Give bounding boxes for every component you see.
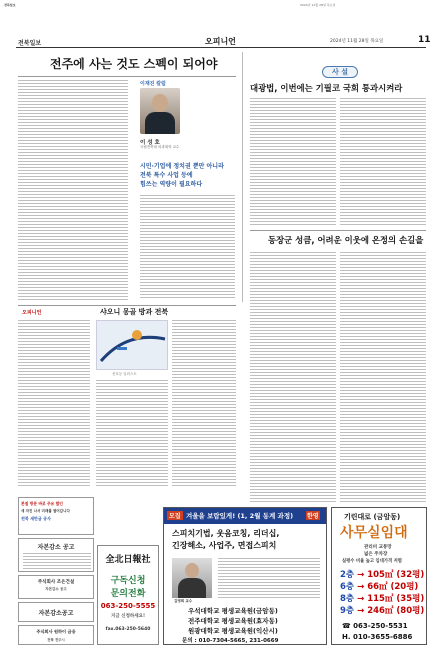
editorial-text-2b xyxy=(340,252,426,502)
school-sub1: 우석대학교 평생교육원(금암동) xyxy=(188,607,278,615)
ad-left-1-line: 본점 방문 바로 주유 할인 xyxy=(21,501,63,506)
office-phone2: H. 010-3655-6886 xyxy=(342,633,413,641)
school-phone: 문의 : 010-7304-5665, 231-0669 xyxy=(182,638,279,644)
office-row xyxy=(340,604,424,616)
subscribe-note: 지금 신청하세요! xyxy=(110,614,146,619)
ad-left-3-body: 자본감소 공고 xyxy=(45,587,67,591)
pullquote-line: 시민·기업에 정치권 뿐만 아니라 xyxy=(140,163,224,170)
subscribe-line1: 구독신청 xyxy=(110,576,146,586)
subscribe-logo: 全北日報社 xyxy=(105,555,151,565)
section-label: 전북일보 xyxy=(18,40,42,47)
ad-left-2 xyxy=(18,538,94,572)
ad-left-2-title: 자본감소 공고 xyxy=(37,544,75,551)
ad-left-4 xyxy=(18,602,94,622)
office-floor: 8층 xyxy=(340,594,355,604)
office-area: → 246㎡ (80평) xyxy=(357,606,425,616)
office-row xyxy=(340,580,418,592)
school-badge2: 한영 xyxy=(307,513,319,520)
school-course2: 긴장해소, 사업주, 면접스피치 xyxy=(172,541,277,550)
office-floor: 6층 xyxy=(340,582,355,592)
ad-left-3 xyxy=(18,575,94,599)
ad-left-1-line: 전북 새만금 공사 xyxy=(21,516,51,521)
office-row xyxy=(340,568,424,580)
office-top: 기린대로 (금암동) xyxy=(344,513,401,521)
office-feature: 실평수 비율 높고 임대가격 저렴 xyxy=(342,559,402,564)
author-name: 이 성 호 xyxy=(140,140,160,146)
column2-text-right xyxy=(172,320,236,488)
office-phone1: ☎ 063-250-5531 xyxy=(342,622,408,630)
page-date: 2024년 11월 28일 목요일 xyxy=(330,39,384,44)
office-area: → 115㎡ (35평) xyxy=(357,594,425,604)
ad-subscribe xyxy=(97,545,159,645)
subscribe-line2: 문의전화 xyxy=(110,589,146,599)
ad-office xyxy=(331,507,427,645)
section-title: 오피니언 xyxy=(205,37,236,46)
column-text-right xyxy=(140,195,235,300)
ad-left-5-body: 전북 전주시 xyxy=(47,638,65,642)
column2-illustration xyxy=(96,320,168,370)
office-area: → 66㎡ (20평) xyxy=(357,582,419,592)
school-sub2: 전주대학교 평생교육원(효자동) xyxy=(188,617,278,625)
school-header xyxy=(164,508,326,524)
column2-text-left xyxy=(18,320,90,488)
office-floor: 2층 xyxy=(340,570,355,580)
pullquote-line: 전북 특수 사업 등에 xyxy=(140,172,193,179)
editorial-text-2a xyxy=(250,252,336,502)
editorial-badge-label: 사 설 xyxy=(332,68,348,76)
author-photo xyxy=(140,88,180,134)
column2-text-middle xyxy=(96,380,168,488)
column2-tag: 오피니언 xyxy=(22,310,42,316)
school-course1: 스피치기법, 웃음코칭, 리더십, xyxy=(172,529,280,538)
office-row xyxy=(340,592,424,604)
masthead-date: 2024년 11월 28일 목요일 xyxy=(300,3,336,7)
editorial-badge xyxy=(322,66,358,78)
office-area: → 105㎡ (32평) xyxy=(357,570,425,580)
illustration-svg xyxy=(97,321,169,371)
office-feature: 넓은 주차장 xyxy=(364,552,388,557)
ad-left-1 xyxy=(18,497,94,535)
school-badge: 모집 xyxy=(169,513,181,520)
column2-headline: 샤오니 몽골 방과 전북 xyxy=(100,308,169,316)
ad-left-5-title: 주식회사 원하이 금융 xyxy=(36,629,76,634)
school-photo-label: 김영희 교수 xyxy=(174,599,193,603)
masthead-logo: 전북일보 xyxy=(4,3,16,7)
editorial-text-1b xyxy=(340,98,426,226)
office-floor: 9층 xyxy=(340,606,355,616)
column-pullquote xyxy=(140,162,235,189)
masthead-rule xyxy=(16,47,426,48)
office-feature: 관리비 교통망 xyxy=(364,545,392,550)
school-sub3: 원광대학교 평생교육원(익산시) xyxy=(188,627,278,635)
page-number: 11 xyxy=(418,35,431,45)
editorial-headline-1: 대광법, 이번에는 기필코 국회 통과시켜라 xyxy=(250,83,403,93)
subscribe-phone: 063-250-5555 xyxy=(100,602,156,610)
ad-left-1-line: 세 자진 나서 미래를 열어갑니다 xyxy=(21,509,70,513)
office-title: 사무실임대 xyxy=(340,525,408,541)
pullquote-line: 힘쓰는 역량이 필요하다 xyxy=(140,181,203,188)
ad-left-5 xyxy=(18,625,94,645)
school-photo xyxy=(172,558,212,598)
school-headline: 겨울을 보람있게! (1, 2월 동계 과정) xyxy=(186,512,294,520)
ad-left-4-title: 자본감소공고 xyxy=(38,610,74,617)
editorial-text-1a xyxy=(250,98,336,226)
ad-school xyxy=(163,507,327,645)
author-title: 국립전북대 의과대학 교수 xyxy=(140,145,180,149)
subscribe-fax: fax.063-250-5640 xyxy=(105,627,151,632)
column-text-left xyxy=(18,80,128,300)
illustration-caption: 신호등 일러스트 xyxy=(112,372,137,376)
column-headline: 전주에 사는 것도 스펙이 되어야 xyxy=(50,57,218,71)
ad-left-3-title: 주식회사 조은건설 xyxy=(37,580,75,585)
editorial-headline-2: 동장군 성큼, 어려운 이웃에 온정의 손길을 xyxy=(268,235,424,245)
column-tag: 이재진 칼럼 xyxy=(140,81,166,87)
